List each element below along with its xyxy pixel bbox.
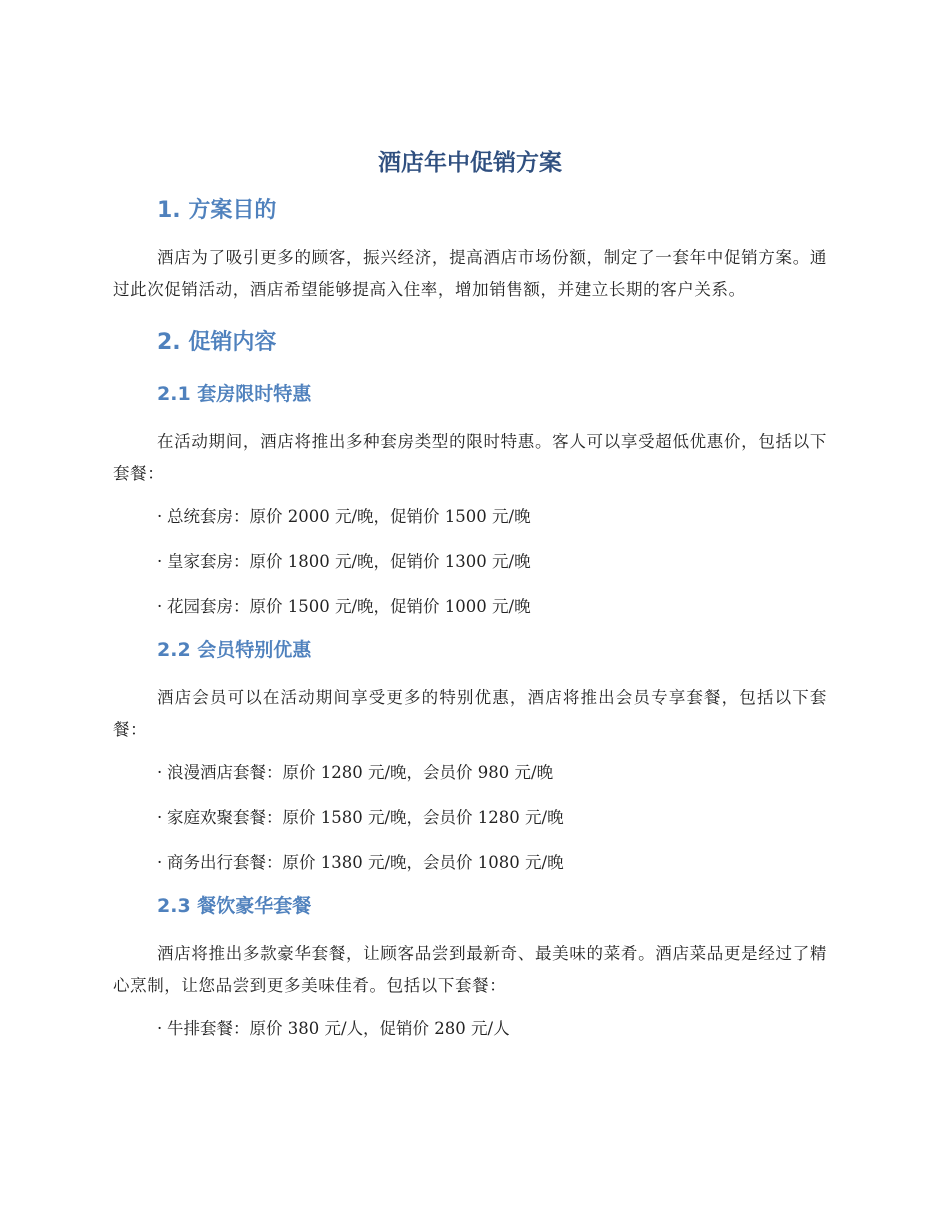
section-heading-content: 2. 促销内容 xyxy=(157,330,277,355)
document-page xyxy=(113,146,827,1044)
list-item-text: 花园套房：原价 1500 元/晚，促销价 1000 元/晚 xyxy=(167,597,531,616)
list-item-text: 家庭欢聚套餐：原价 1580 元/晚，会员价 1280 元/晚 xyxy=(167,808,564,827)
list-item-text: 商务出行套餐：原价 1380 元/晚，会员价 1080 元/晚 xyxy=(167,853,564,872)
subsection-paragraph-suites: 在活动期间，酒店将推出多种套房类型的限时特惠。客人可以享受超低优惠价，包括以下套餐： xyxy=(113,432,827,483)
list-item-text: 总统套房：原价 2000 元/晚，促销价 1500 元/晚 xyxy=(167,507,531,526)
subsection-heading-suites: 2.1 套房限时特惠 xyxy=(157,383,312,405)
subsection-paragraph-dining: 酒店将推出多款豪华套餐，让顾客品尝到最新奇、最美味的菜肴。酒店菜品更是经过了精心烹制，让您品尝到更多美味佳肴。包括以下套餐： xyxy=(113,944,827,995)
list-item xyxy=(113,547,827,577)
list-item xyxy=(113,502,827,532)
subsection-paragraph-members: 酒店会员可以在活动期间享受更多的特别优惠，酒店将推出会员专享套餐，包括以下套餐： xyxy=(113,688,827,739)
bullet-symbol: · xyxy=(157,1019,163,1038)
section-heading-purpose: 1. 方案目的 xyxy=(157,198,277,223)
bullet-symbol: · xyxy=(157,507,163,526)
bullet-symbol: · xyxy=(157,808,163,827)
list-item xyxy=(113,803,827,833)
list-item xyxy=(113,848,827,878)
subsection-heading-members: 2.2 会员特别优惠 xyxy=(157,639,312,661)
document-title: 酒店年中促销方案 xyxy=(378,150,562,176)
subsection-heading-dining: 2.3 餐饮豪华套餐 xyxy=(157,895,312,917)
list-item xyxy=(113,592,827,622)
bullet-symbol: · xyxy=(157,763,163,782)
list-item xyxy=(113,758,827,788)
bullet-symbol: · xyxy=(157,597,163,616)
section-paragraph-purpose: 酒店为了吸引更多的顾客，振兴经济，提高酒店市场份额，制定了一套年中促销方案。通过此次促销活动，酒店希望能够提高入住率，增加销售额，并建立长期的客户关系。 xyxy=(113,248,827,299)
list-item-text: 浪漫酒店套餐：原价 1280 元/晚，会员价 980 元/晚 xyxy=(167,763,554,782)
bullet-symbol: · xyxy=(157,552,163,571)
bullet-symbol: · xyxy=(157,853,163,872)
list-item xyxy=(113,1014,827,1044)
list-item-text: 牛排套餐：原价 380 元/人，促销价 280 元/人 xyxy=(167,1019,510,1038)
list-item-text: 皇家套房：原价 1800 元/晚，促销价 1300 元/晚 xyxy=(167,552,531,571)
